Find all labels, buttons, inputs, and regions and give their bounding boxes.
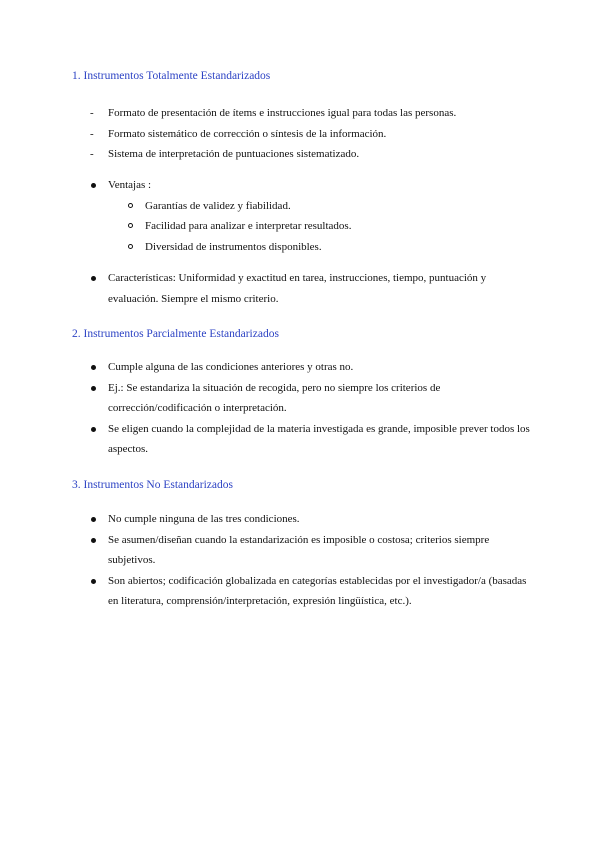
sub-item-text: Garantías de validez y fiabilidad. xyxy=(145,199,291,212)
bullet-dot xyxy=(91,538,96,543)
bullet-item xyxy=(90,571,530,612)
section-heading-3: 3. Instrumentos No Estandarizados xyxy=(72,479,233,491)
section-heading-2: 2. Instrumentos Parcialmente Estandarizados xyxy=(72,328,279,340)
ring-bullet xyxy=(128,203,133,208)
sub-list-ventajas xyxy=(127,196,530,258)
bullet-dot xyxy=(91,276,96,281)
dash-marker: - xyxy=(90,148,94,160)
dash-marker: - xyxy=(90,127,94,140)
bullet-item xyxy=(90,419,530,460)
sub-item xyxy=(127,216,530,237)
dash-item xyxy=(90,103,530,124)
sub-item-text: Diversidad de instrumentos disponibles. xyxy=(145,240,322,253)
bullet-item-caracteristicas xyxy=(90,268,530,309)
bullet-item-text: Son abiertos; codificación globalizada en categorías establecidas por el investigador/a (basadas en literatura, comprensión/interpretación, expresión lingüística, etc.). xyxy=(108,574,527,607)
bullet-item xyxy=(90,357,530,378)
bullet-item-text: No cumple ninguna de las tres condiciones. xyxy=(108,513,300,525)
dash-item xyxy=(90,144,530,165)
dash-item xyxy=(90,124,530,145)
sub-item xyxy=(127,237,530,258)
bullet-dot xyxy=(91,386,96,391)
dash-item-text: Formato de presentación de ítems e instrucciones igual para todas las personas. xyxy=(108,107,457,119)
sub-item-text: Facilidad para analizar e interpretar resultados. xyxy=(145,220,352,232)
bullet-item-text: Ventajas : xyxy=(108,179,152,191)
sub-item xyxy=(127,196,530,217)
dash-item-text: Sistema de interpretación de puntuaciones sistematizado. xyxy=(108,148,360,160)
dash-list-1 xyxy=(90,103,530,165)
bullet-list-1 xyxy=(90,175,530,309)
bullet-dot xyxy=(91,579,96,584)
bullet-item-text: Cumple alguna de las condiciones anteriores y otras no. xyxy=(108,361,354,373)
bullet-item xyxy=(90,509,530,530)
bullet-item-text: Características: Uniformidad y exactitud en tarea, instrucciones, tiempo, puntuación y evaluación. Siempre el mismo criterio. xyxy=(108,272,487,305)
bullet-list-3 xyxy=(90,509,530,612)
section-heading-1: 1. Instrumentos Totalmente Estandarizados xyxy=(72,70,271,82)
bullet-item xyxy=(90,530,530,571)
bullet-dot xyxy=(91,517,96,522)
dash-marker: - xyxy=(90,107,94,119)
bullet-item-text: Ej.: Se estandariza la situación de recogida, pero no siempre los criterios de corrección/codificación o interpretación. xyxy=(108,381,441,414)
bullet-list-2 xyxy=(90,357,530,460)
bullet-dot xyxy=(91,365,96,370)
bullet-item-text: Se eligen cuando la complejidad de la materia investigada es grande, imposible prever todos los aspectos. xyxy=(108,422,530,455)
ring-bullet xyxy=(128,244,133,249)
bullet-item-text: Se asumen/diseñan cuando la estandarización es imposible o costosa; criterios siempre subjetivos. xyxy=(108,533,490,566)
bullet-item-ventajas xyxy=(90,175,530,257)
dash-item-text: Formato sistemático de corrección o síntesis de la información. xyxy=(108,127,387,140)
bullet-dot xyxy=(91,183,96,188)
bullet-item xyxy=(90,378,530,419)
ring-bullet xyxy=(128,223,133,228)
bullet-dot xyxy=(91,427,96,432)
